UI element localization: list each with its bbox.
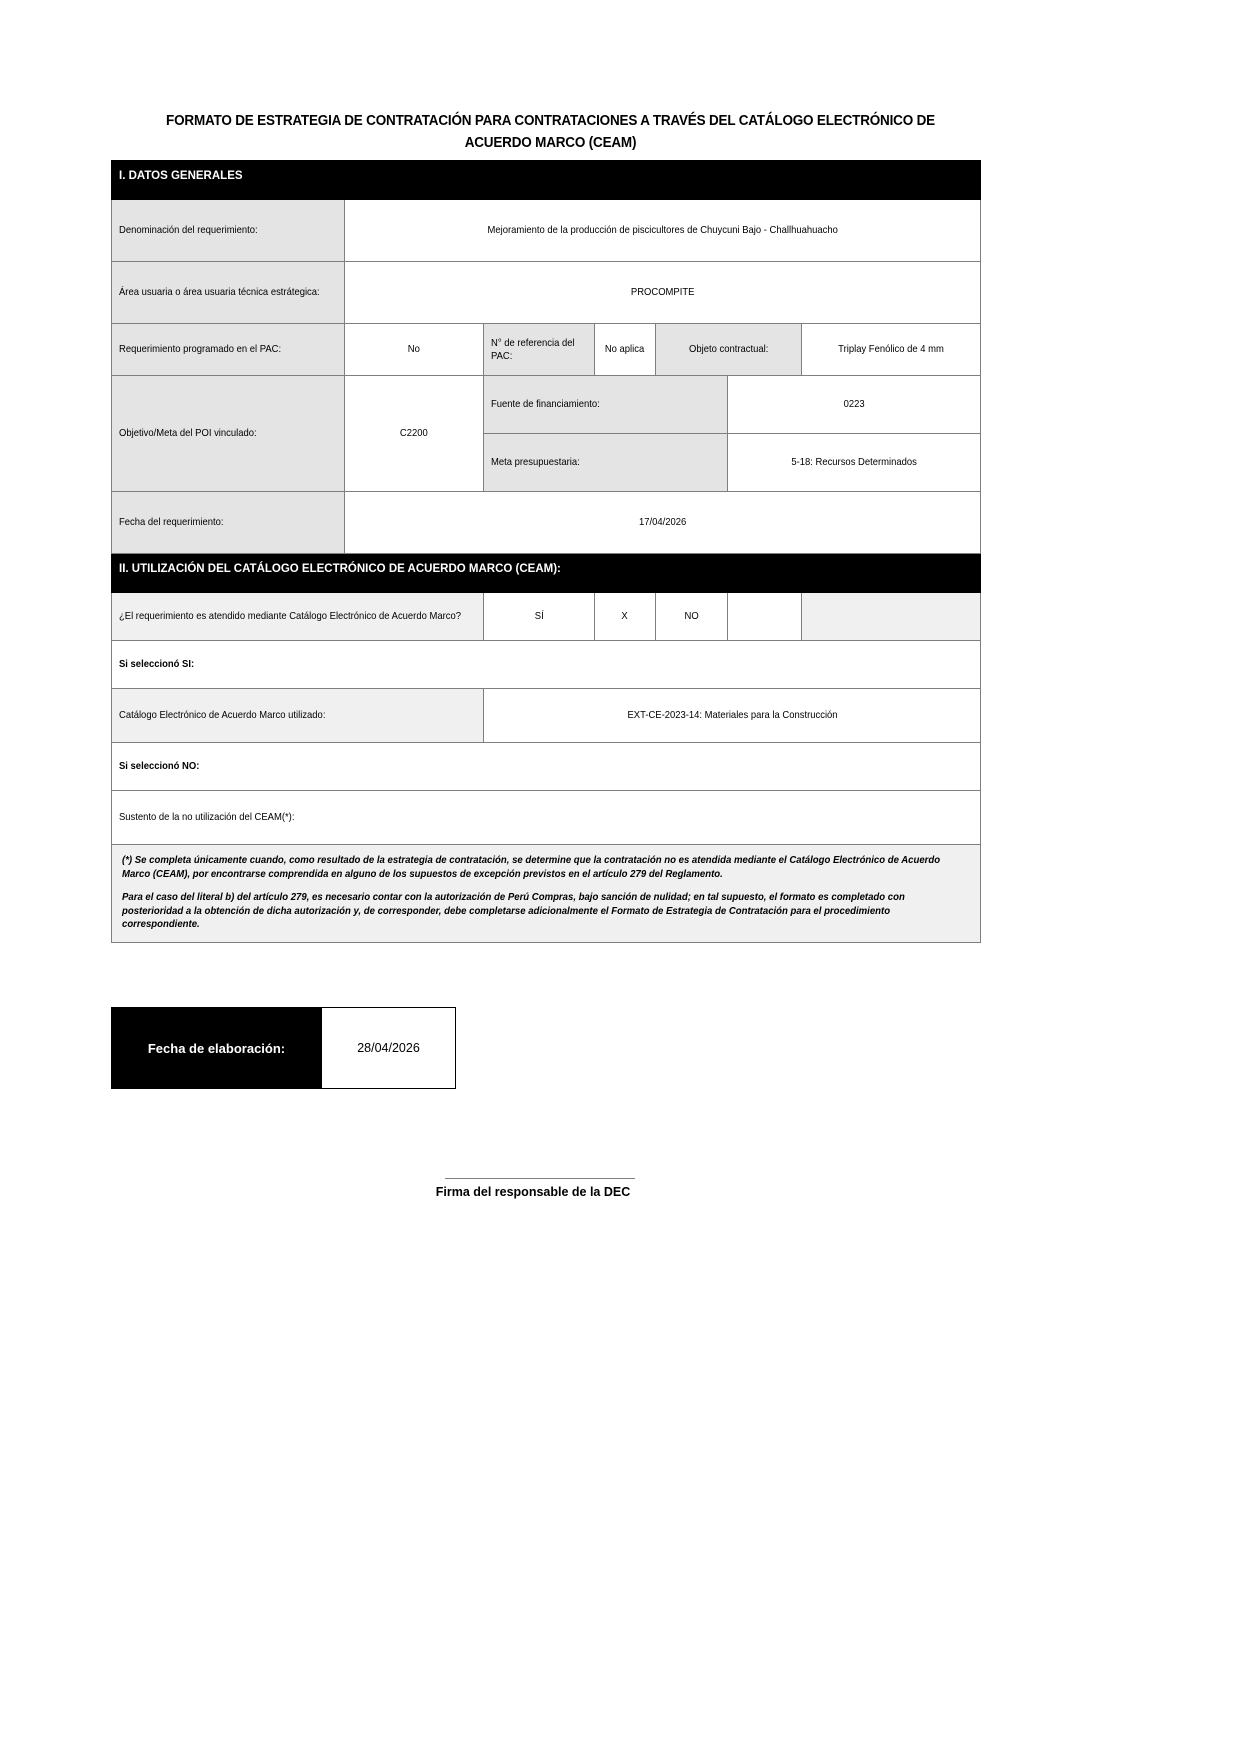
fecha-requerimiento-label: Fecha del requerimiento:: [112, 492, 345, 554]
meta-presupuestaria-label: Meta presupuestaria:: [484, 434, 728, 492]
poi-label: Objetivo/Meta del POI vinculado:: [112, 376, 345, 492]
fecha-requerimiento-value[interactable]: 17/04/2026: [345, 492, 981, 554]
option-trailing-blank: [802, 593, 981, 641]
denominacion-label: Denominación del requerimiento:: [112, 200, 345, 262]
option-no-checkbox[interactable]: [728, 593, 802, 641]
objeto-contractual-value[interactable]: Triplay Fenólico de 4 mm: [802, 324, 981, 376]
table-row-ceam-question: [112, 593, 981, 641]
area-usuaria-label: Área usuaria o área usuaria técnica estrátegica:: [112, 262, 345, 324]
fecha-elaboracion-value[interactable]: 28/04/2026: [322, 1008, 456, 1089]
area-usuaria-value[interactable]: PROCOMPITE: [345, 262, 981, 324]
ceam-question-label: ¿El requerimiento es atendido mediante Catálogo Electrónico de Acuerdo Marco?: [112, 593, 484, 641]
fuente-financiamiento-label: Fuente de financiamiento:: [484, 376, 728, 434]
footnote-paragraph-2: Para el caso del literal b) del artículo 279, es necesario contar con la autorización de Perú Compras, bajo sanción de nulidad; en tal supuesto, el formato es completado con posterioridad a la obtención de dicha autorización y, de corresponder, debe completarse adicionalmente el Formato de Estrategia de Contratación para el procedimiento correspondiente.: [122, 892, 905, 930]
table-row-footnotes: [112, 845, 981, 943]
table-row-denominacion: [112, 200, 981, 262]
section-one-header-row: [112, 161, 981, 200]
page-title: FORMATO DE ESTRATEGIA DE CONTRATACIÓN PARA CONTRATACIONES A TRAVÉS DEL CATÁLOGO ELECTRÓNICO DE ACUERDO MARCO (CEAM): [166, 113, 935, 151]
estrategia-contratacion-table: [111, 160, 981, 943]
footnote-paragraph-1: (*) Se completa únicamente cuando, como resultado de la estrategia de contratación, se determine que la contratación no es atendida mediante el Catálogo Electrónico de Acuerdo Marco (CEAM), por encontrarse comprendida en alguno de los supuestos de excepción previstos en el artículo 279 del Reglamento.: [122, 855, 941, 880]
si-seleccion-header: Si seleccionó SI:: [112, 641, 981, 689]
sustento-label[interactable]: Sustento de la no utilización del CEAM(*):: [112, 791, 981, 845]
table-row-catalogo-utilizado: [112, 689, 981, 743]
pac-label: Requerimiento programado en el PAC:: [112, 324, 345, 376]
table-row-area-usuaria: [112, 262, 981, 324]
no-seleccion-header: Si seleccionó NO:: [112, 743, 981, 791]
fecha-elaboracion-table: [111, 1007, 456, 1089]
catalogo-utilizado-value[interactable]: EXT-CE-2023-14: Materiales para la Construcción: [484, 689, 981, 743]
section-one-heading: I. DATOS GENERALES: [112, 161, 981, 200]
signature-line: [445, 1178, 635, 1179]
objeto-contractual-label: Objeto contractual:: [656, 324, 802, 376]
footnote-block: [112, 845, 981, 943]
pac-referencia-label: N° de referencia del PAC:: [484, 324, 595, 376]
pac-value[interactable]: No: [345, 324, 484, 376]
denominacion-value[interactable]: Mejoramiento de la producción de piscicultores de Chuycuni Bajo - Challhuahuacho: [345, 200, 981, 262]
option-no-label: NO: [656, 593, 728, 641]
fecha-elaboracion-label: Fecha de elaboración:: [112, 1008, 322, 1089]
meta-presupuestaria-value[interactable]: 5-18: Recursos Determinados: [728, 434, 981, 492]
table-row-poi-fuente: [112, 376, 981, 434]
poi-value[interactable]: C2200: [345, 376, 484, 492]
table-row-fecha-requerimiento: [112, 492, 981, 554]
table-row-no-header: [112, 743, 981, 791]
table-row-pac: [112, 324, 981, 376]
section-two-header-row: [112, 554, 981, 593]
option-si-label: SÍ: [484, 593, 595, 641]
signature-label: Firma del responsable de la DEC: [435, 1185, 631, 1199]
fuente-financiamiento-value[interactable]: 0223: [728, 376, 981, 434]
pac-referencia-value[interactable]: No aplica: [595, 324, 656, 376]
option-si-checkbox[interactable]: X: [595, 593, 656, 641]
table-row-sustento: [112, 791, 981, 845]
fecha-elaboracion-row: [112, 1008, 456, 1089]
section-two-heading: II. UTILIZACIÓN DEL CATÁLOGO ELECTRÓNICO DE ACUERDO MARCO (CEAM):: [112, 554, 981, 593]
table-row-si-header: [112, 641, 981, 689]
catalogo-utilizado-label: Catálogo Electrónico de Acuerdo Marco utilizado:: [112, 689, 484, 743]
signature-block: [435, 1178, 635, 1199]
